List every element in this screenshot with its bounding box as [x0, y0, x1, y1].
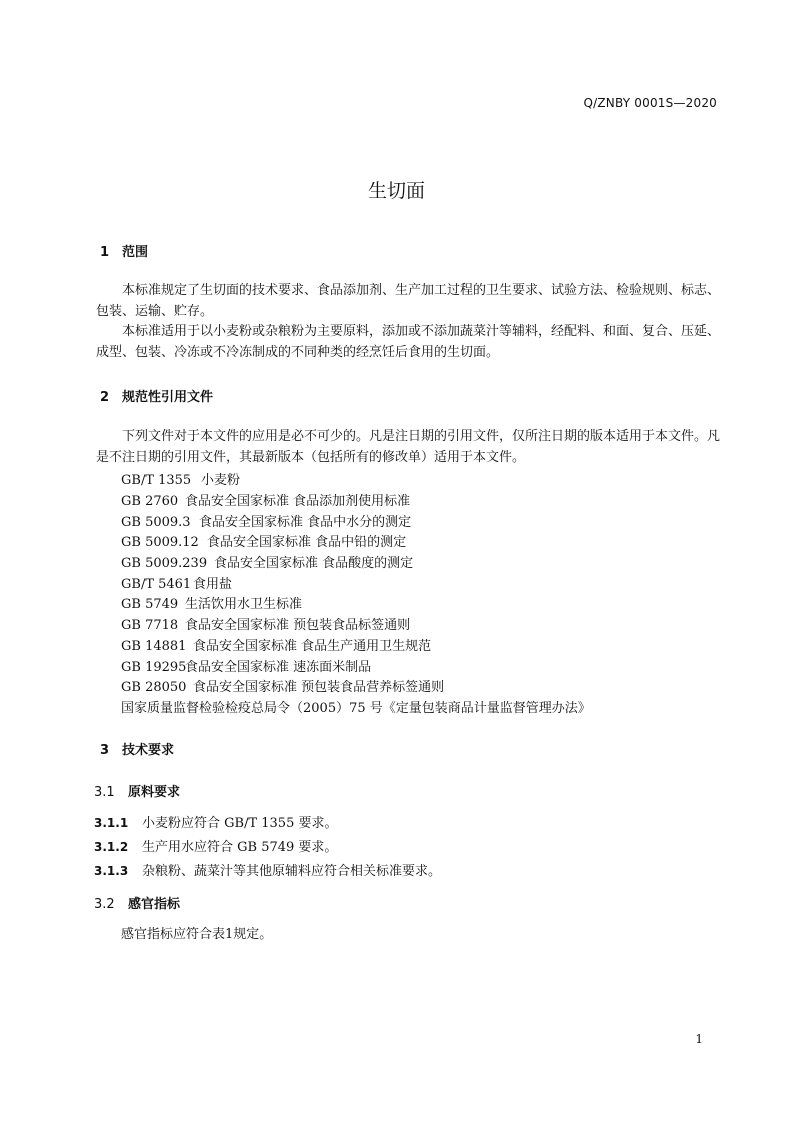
subsection-heading-3-2 — [94, 893, 180, 912]
reference-item: GB 5749 生活饮用水卫生标准 — [121, 597, 303, 612]
section-title: 范围 — [122, 245, 149, 260]
page-number: 1 — [695, 1032, 703, 1046]
reference-item: GB/T 5461 食用盐 — [121, 577, 233, 592]
section-number: 3 — [100, 743, 110, 758]
subsection-heading-3-1 — [94, 781, 180, 800]
references-intro: 下列文件对于本文件的应用是必不可少的。凡是注日期的引用文件，仅所注日期的版本适用于本文件。凡是不注日期的引用文件，其最新版本（包括所有的修改单）适用于本文件。 — [96, 429, 721, 465]
section-number: 1 — [100, 245, 110, 260]
reference-item: GB 28050 食品安全国家标准 预包装食品营养标签通则 — [121, 680, 445, 695]
section-heading-3 — [100, 739, 174, 758]
section-title: 技术要求 — [122, 743, 175, 758]
sensory-text: 感官指标应符合表1规定。 — [121, 927, 273, 942]
section-heading-2 — [100, 386, 213, 405]
clause-3-1-2: 3.1.2 生产用水应符合 GB 5749 要求。 — [94, 840, 338, 855]
subsection-title: 感官指标 — [128, 897, 181, 912]
reference-decree: 国家质量监督检验检疫总局令（2005）75 号《定量包装商品计量监督管理办法》 — [121, 701, 591, 716]
reference-item: GB 19295食品安全国家标准 速冻面米制品 — [121, 660, 372, 675]
reference-item: GB 7718 食品安全国家标准 预包装食品标签通则 — [121, 618, 411, 633]
subsection-number: 3.1 — [94, 785, 115, 800]
scope-paragraph-2: 本标准适用于以小麦粉或杂粮粉为主要原料，添加或不添加蔬菜汁等辅料，经配料、和面、复合、压延、成型、包装、冷冻或不冷冻制成的不同种类的经烹饪后食用的生切面。 — [96, 324, 721, 360]
subsection-number: 3.2 — [94, 897, 115, 912]
section-number: 2 — [100, 390, 110, 405]
scope-paragraph-1: 本标准规定了生切面的技术要求、食品添加剂、生产加工过程的卫生要求、试验方法、检验规则、标志、包装、运输、贮存。 — [96, 283, 721, 319]
reference-item: GB 2760 食品安全国家标准 食品添加剂使用标准 — [121, 494, 411, 509]
section-heading-1 — [100, 241, 148, 260]
clause-3-1-3: 3.1.3 杂粮粉、蔬菜汁等其他原辅料应符合相关标准要求。 — [94, 864, 442, 879]
reference-item: GB 5009.12 食品安全国家标准 食品中铅的测定 — [121, 535, 407, 550]
reference-item: GB/T 1355 小麦粉 — [121, 473, 241, 488]
document-title: 生切面 — [367, 180, 425, 202]
reference-item: GB 5009.3 食品安全国家标准 食品中水分的测定 — [121, 515, 412, 530]
document-number: Q/ZNBY 0001S—2020 — [583, 96, 717, 110]
section-title: 规范性引用文件 — [122, 390, 214, 405]
subsection-title: 原料要求 — [128, 785, 181, 800]
clause-3-1-1: 3.1.1 小麦粉应符合 GB/T 1355 要求。 — [94, 816, 338, 831]
reference-item: GB 14881 食品安全国家标准 食品生产通用卫生规范 — [121, 639, 432, 654]
reference-item: GB 5009.239 食品安全国家标准 食品酸度的测定 — [121, 556, 414, 571]
